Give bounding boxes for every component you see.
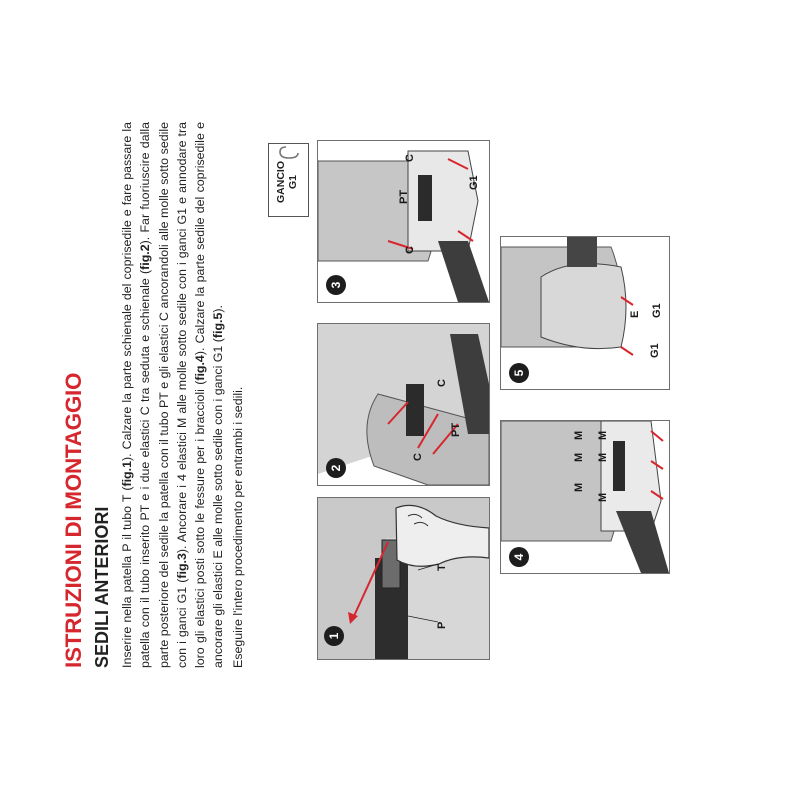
figure-4-number: 4 (509, 547, 529, 567)
fig4-label-m6: M (597, 492, 609, 502)
hook-legend-code: G1 (287, 175, 299, 190)
fig1-label-t: T (436, 564, 448, 571)
fig2-label-c-bottom: C (412, 453, 424, 461)
page-title: ISTRUZIONI DI MONTAGGIO (61, 372, 86, 668)
figure-1-number: 1 (324, 626, 344, 646)
figure-3-number: 3 (326, 275, 346, 295)
fig2-label-c-top: C (436, 379, 448, 387)
figure-4 (500, 420, 670, 574)
fig4-label-m2: M (597, 430, 609, 440)
figure-3 (317, 140, 490, 303)
fig2-label-pt: PT (450, 422, 462, 437)
hook-icon (269, 144, 308, 216)
fig5-label-g1-right: G1 (651, 303, 663, 318)
figure-5 (500, 236, 670, 390)
hook-legend-name: GANCIO (275, 161, 287, 203)
fig3-label-g1: G1 (468, 175, 480, 190)
fig4-label-m5: M (573, 482, 585, 492)
fig1-label-p: P (436, 621, 448, 629)
instructions-body: Inserire nella patella P il tubo T (fig.1). Calzare la parte schienale del coprisedile e fare passare la patella con il tubo inserito PT e i due elastici C tra seduta e schienale (fig.2). Far fuoriuscire dalla parte posteriore del sedile la patella con il tubo PT e gli elastici C ancorandoli alle molle sotto sedile con i ganci G1 (fig.3). Ancorare i 4 elastici M alle molle sotto sedile con i ganci G1 e annodare tra loro gli elastici posti sotto le fessure per i braccioli (fig.4). Calzare la parte sedile del coprisedile e ancorare gli elastici E alle molle sotto sedile con i ganci G1 (fig.5). (120, 121, 226, 668)
fig4-label-m1: M (573, 430, 585, 440)
instructions-column (60, 122, 262, 668)
fig3-label-c-bottom: C (404, 246, 416, 254)
hook-legend (268, 143, 309, 217)
figure-2-number: 2 (326, 458, 346, 478)
fig3-label-c-top: C (404, 154, 416, 162)
figure-2 (317, 323, 490, 486)
fig5-label-g1-left: G1 (649, 343, 661, 358)
fig4-label-m4: M (597, 452, 609, 462)
fig5-label-e: E (629, 310, 641, 318)
instructions-footer: Eseguire l'intero procedimento per entrambi i sedili. (230, 386, 245, 668)
section-subtitle: SEDILI ANTERIORI (92, 506, 112, 668)
figure-1 (317, 497, 490, 660)
fig3-label-pt: PT (398, 189, 410, 204)
figure-5-number: 5 (509, 363, 529, 383)
fig4-label-m3: M (573, 452, 585, 462)
